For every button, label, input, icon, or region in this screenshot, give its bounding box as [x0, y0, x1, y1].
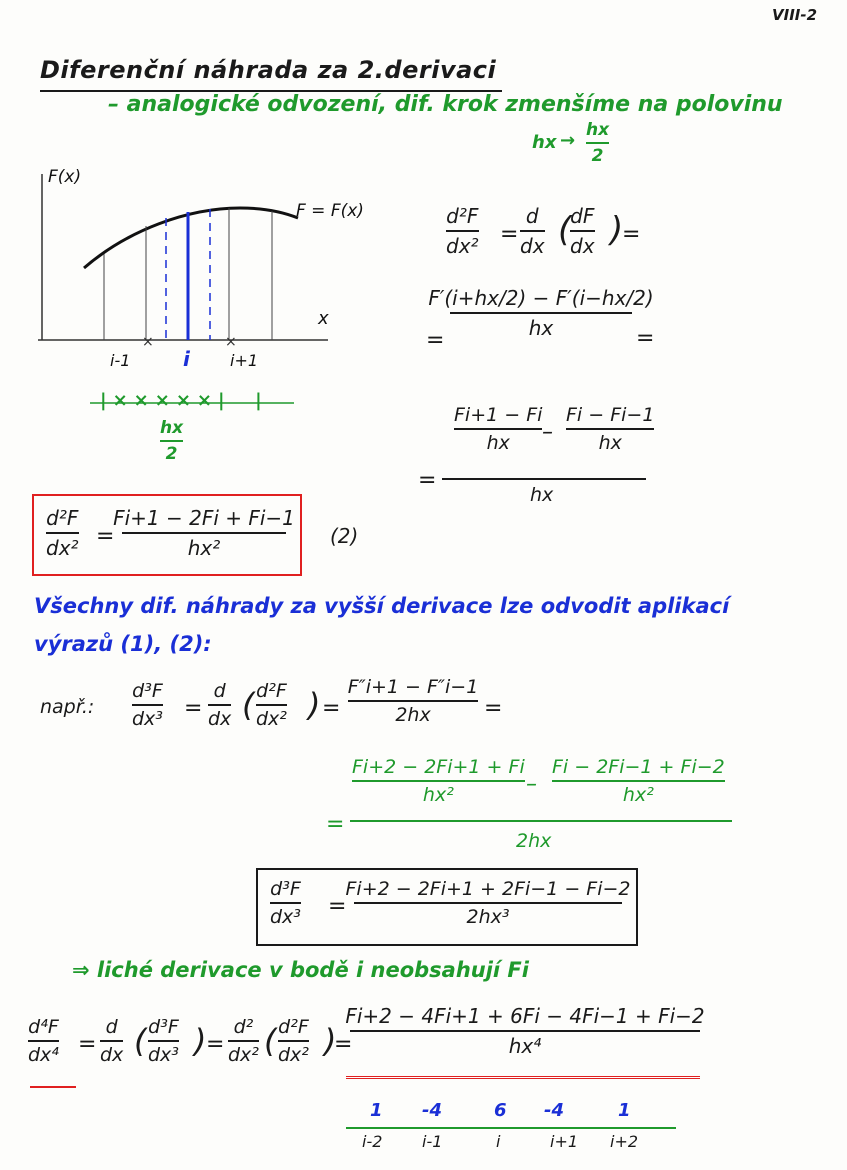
d-operator: d dx — [520, 204, 545, 258]
equals-sign: = — [326, 812, 345, 837]
example-inner: d²F dx² — [256, 680, 287, 730]
fraction-bar — [450, 312, 632, 314]
equals-sign: = — [184, 696, 203, 721]
equals-sign: = — [96, 524, 115, 549]
fraction-bar — [520, 230, 545, 232]
paren-close: ) — [194, 1022, 207, 1060]
fraction-bar — [46, 532, 79, 534]
fraction-bar — [132, 704, 163, 706]
curve-label: F = F(x) — [296, 201, 364, 221]
fraction-bar — [228, 1040, 259, 1042]
minus-sign: – — [526, 772, 537, 797]
y-axis-label: F(x) — [48, 167, 82, 187]
step1-fraction: F′(i+hx/2) − F′(i−hx/2) hx — [428, 286, 654, 340]
fraction-bar — [270, 902, 301, 904]
stencil-coef: 1 — [618, 1100, 631, 1121]
example-a: Fi+2 − 2Fi+1 + Fi hx² — [352, 756, 525, 806]
tick-label-right: i+1 — [230, 351, 259, 370]
arrow-icon: → — [560, 130, 576, 151]
stencil-coef: 6 — [494, 1100, 507, 1121]
note-line-2: výrazů (1), (2): — [34, 632, 212, 656]
fraction-bar — [278, 1040, 309, 1042]
equals-sign: = — [426, 328, 445, 353]
fraction-bar — [100, 1040, 123, 1042]
paren-close: ) — [324, 1022, 337, 1060]
page-title: Diferenční náhrada za 2.derivaci — [40, 56, 497, 84]
x-tick-mark: × — [142, 334, 154, 350]
example-b: Fi − 2Fi−1 + Fi−2 hx² — [552, 756, 725, 806]
equals-sign: = — [484, 696, 503, 721]
step2-denominator: hx — [530, 484, 554, 506]
stencil-point: i — [496, 1132, 501, 1151]
fraction-bar — [348, 700, 478, 702]
stencil-point: i-1 — [422, 1132, 443, 1151]
fraction-bar — [552, 780, 725, 782]
odd-derivative-note: ⇒ liché derivace v bodě i neobsahují Fi — [72, 958, 529, 982]
lhs-underline — [30, 1086, 76, 1088]
fraction-bar — [28, 1040, 59, 1042]
example-r1: F″i+1 − F″i−1 2hx — [347, 676, 479, 726]
rhs-underline — [346, 1076, 700, 1082]
equals-sign: = — [328, 894, 347, 919]
boxed2-lhs: d²F dx² — [46, 506, 79, 560]
fraction-bar — [446, 230, 479, 232]
example-d-operator: d dx — [208, 680, 232, 730]
step2-first-fraction: Fi+1 − Fi hx — [454, 404, 543, 454]
fourth-inner2: d²F dx² — [278, 1016, 309, 1066]
fraction-bar — [566, 428, 654, 430]
paren-open: ( — [558, 210, 572, 250]
fraction-bar — [122, 532, 286, 534]
half-step-ticks: |×××××| | — [100, 390, 268, 411]
note-line-1: Všechny dif. náhrady za vyšší derivace lze odvodit aplikací — [34, 594, 730, 618]
boxed3-rhs: Fi+2 − 2Fi+1 + 2Fi−1 − Fi−2 2hx³ — [345, 878, 631, 928]
paren-open: ( — [264, 1022, 277, 1060]
equals-sign: = — [622, 222, 641, 247]
x-tick-mark: × — [225, 334, 237, 350]
fraction-bar — [160, 440, 183, 442]
stencil-point: i+2 — [610, 1132, 639, 1151]
fraction-bar — [354, 902, 622, 904]
equals-sign: = — [636, 326, 655, 351]
fraction-bar — [586, 142, 609, 144]
example-lhs: d³F dx³ — [132, 680, 163, 730]
paren-open: ( — [242, 686, 255, 724]
step-h-half: hx 2 — [586, 120, 610, 166]
equals-sign: = — [322, 696, 341, 721]
example-big-denominator: 2hx — [516, 830, 552, 852]
minus-sign: – — [542, 420, 553, 445]
fourth-lhs: d⁴F dx⁴ — [28, 1016, 59, 1066]
fraction-bar — [454, 428, 542, 430]
lhs-second-derivative: d²F dx² — [446, 204, 479, 258]
paren-open: ( — [134, 1022, 147, 1060]
main-fraction-bar — [442, 478, 646, 480]
half-step-fraction: hx 2 — [160, 418, 184, 464]
tick-label-left: i-1 — [110, 351, 131, 370]
function-graph — [28, 160, 364, 420]
step2-second-fraction: Fi − Fi−1 hx — [566, 404, 655, 454]
example-prefix: např.: — [40, 696, 95, 718]
boxed3-lhs: d³F dx³ — [270, 878, 301, 928]
stencil — [346, 1100, 676, 1170]
equals-sign: = — [78, 1032, 97, 1057]
fourth-d2-operator: d² dx² — [228, 1016, 259, 1066]
first-derivative: dF dx — [570, 204, 595, 258]
function-curve — [84, 208, 298, 268]
equation-number: (2) — [330, 524, 359, 548]
fraction-bar — [350, 1030, 700, 1032]
boxed2-rhs: Fi+1 − 2Fi + Fi−1 hx² — [113, 506, 295, 560]
equals-sign: = — [206, 1032, 225, 1057]
paren-close: ) — [610, 210, 624, 250]
fraction-bar — [570, 230, 595, 232]
stencil-coef: 1 — [370, 1100, 383, 1121]
stencil-point: i+1 — [550, 1132, 579, 1151]
fraction-bar — [148, 1040, 179, 1042]
x-axis-label: x — [318, 308, 329, 329]
main-fraction-bar — [350, 820, 732, 822]
fourth-inner: d³F dx³ — [148, 1016, 179, 1066]
equals-sign: = — [418, 468, 437, 493]
fourth-d-operator: d dx — [100, 1016, 124, 1066]
fraction-bar — [352, 780, 525, 782]
fourth-rhs: Fi+2 − 4Fi+1 + 6Fi − 4Fi−1 + Fi−2 hx⁴ — [345, 1004, 705, 1058]
fraction-bar — [256, 704, 287, 706]
stencil-point: i-2 — [362, 1132, 383, 1151]
subheading: – analogické odvození, dif. krok zmenšíme na polovinu — [108, 92, 783, 117]
equals-sign: = — [500, 222, 519, 247]
tick-label-mid: i — [183, 347, 190, 371]
paren-close: ) — [308, 686, 321, 724]
equals-sign: = — [334, 1032, 353, 1057]
stencil-coef: -4 — [544, 1100, 564, 1121]
step-h: hx — [532, 132, 557, 153]
page-number: VIII-2 — [772, 6, 818, 24]
fraction-bar — [208, 704, 231, 706]
stencil-coef: -4 — [422, 1100, 442, 1121]
